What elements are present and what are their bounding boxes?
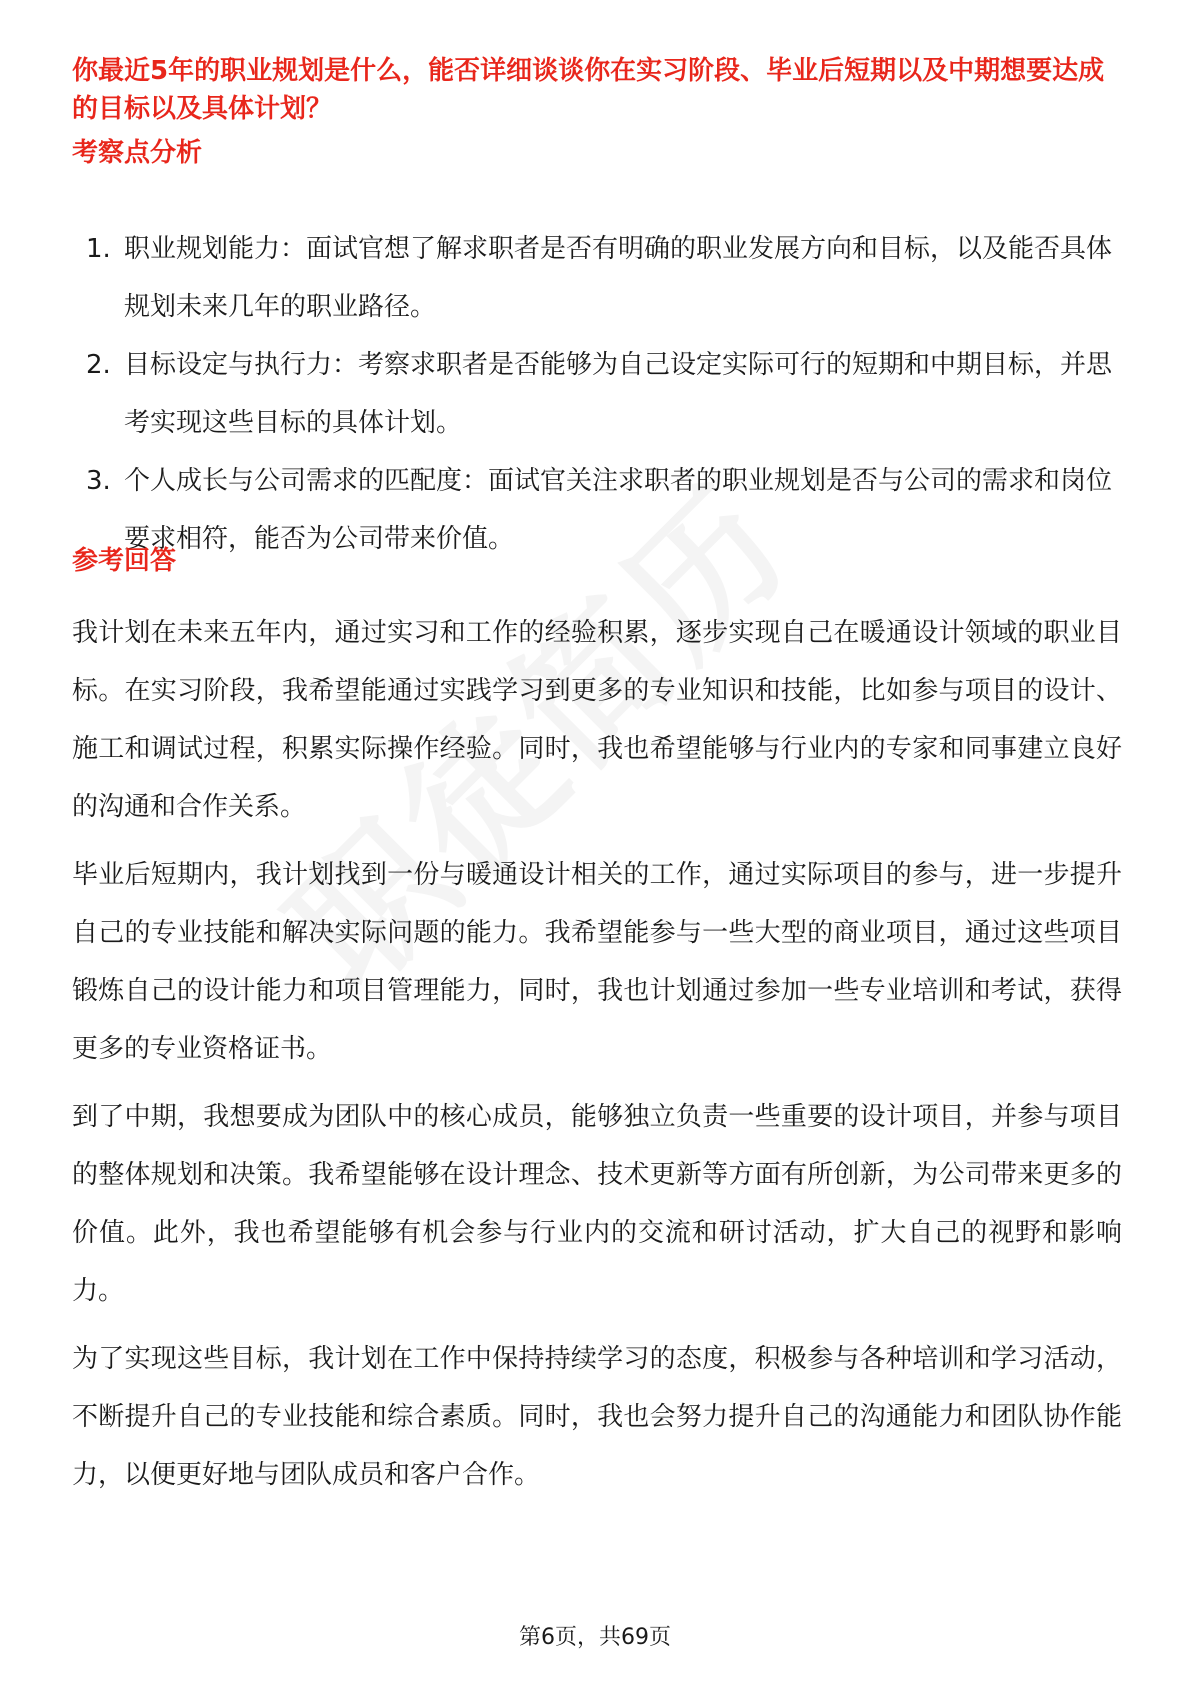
list-item-text: 个人成长与公司需求的匹配度：面试官关注求职者的职业规划是否与公司的需求和岗位要求相符，能否为公司带来价值。 [124, 466, 1113, 554]
page-number: 第6页，共69页 [519, 1625, 671, 1650]
analysis-list [72, 220, 1122, 568]
question-heading: 你最近5年的职业规划是什么，能否详细谈谈你在实习阶段、毕业后短期以及中期想要达成的目标以及具体计划？ [72, 56, 1105, 124]
list-number: 1. [86, 234, 111, 264]
list-item [72, 336, 1122, 452]
list-item [72, 220, 1122, 336]
answer-paragraph: 到了中期，我想要成为团队中的核心成员，能够独立负责一些重要的设计项目，并参与项目的整体规划和决策。我希望能够在设计理念、技术更新等方面有所创新，为公司带来更多的价值。此外，我也希望能够有机会参与行业内的交流和研讨活动，扩大自己的视野和影响力。 [72, 1102, 1122, 1306]
answer-paragraph: 毕业后短期内，我计划找到一份与暖通设计相关的工作，通过实际项目的参与，进一步提升自己的专业技能和解决实际问题的能力。我希望能参与一些大型的商业项目，通过这些项目锻炼自己的设计能力和项目管理能力，同时，我也计划通过参加一些专业培训和考试，获得更多的专业资格证书。 [72, 860, 1122, 1064]
list-item [72, 452, 1122, 568]
analysis-title: 考察点分析 [72, 138, 203, 168]
list-number: 2. [86, 350, 111, 380]
list-number: 3. [86, 466, 111, 496]
answer-paragraph: 我计划在未来五年内，通过实习和工作的经验积累，逐步实现自己在暖通设计领域的职业目标。在实习阶段，我希望能通过实践学习到更多的专业知识和技能，比如参与项目的设计、施工和调试过程，积累实际操作经验。同时，我也希望能够与行业内的专家和同事建立良好的沟通和合作关系。 [72, 618, 1122, 822]
answer-paragraph: 为了实现这些目标，我计划在工作中保持持续学习的态度，积极参与各种培训和学习活动，不断提升自己的专业技能和综合素质。同时，我也会努力提升自己的沟通能力和团队协作能力，以便更好地与团队成员和客户合作。 [72, 1344, 1122, 1490]
list-item-text: 目标设定与执行力：考察求职者是否能够为自己设定实际可行的短期和中期目标，并思考实现这些目标的具体计划。 [124, 350, 1113, 438]
list-item-text: 职业规划能力：面试官想了解求职者是否有明确的职业发展方向和目标，以及能否具体规划未来几年的职业路径。 [124, 234, 1113, 322]
answer-title: 参考回答 [72, 546, 177, 576]
